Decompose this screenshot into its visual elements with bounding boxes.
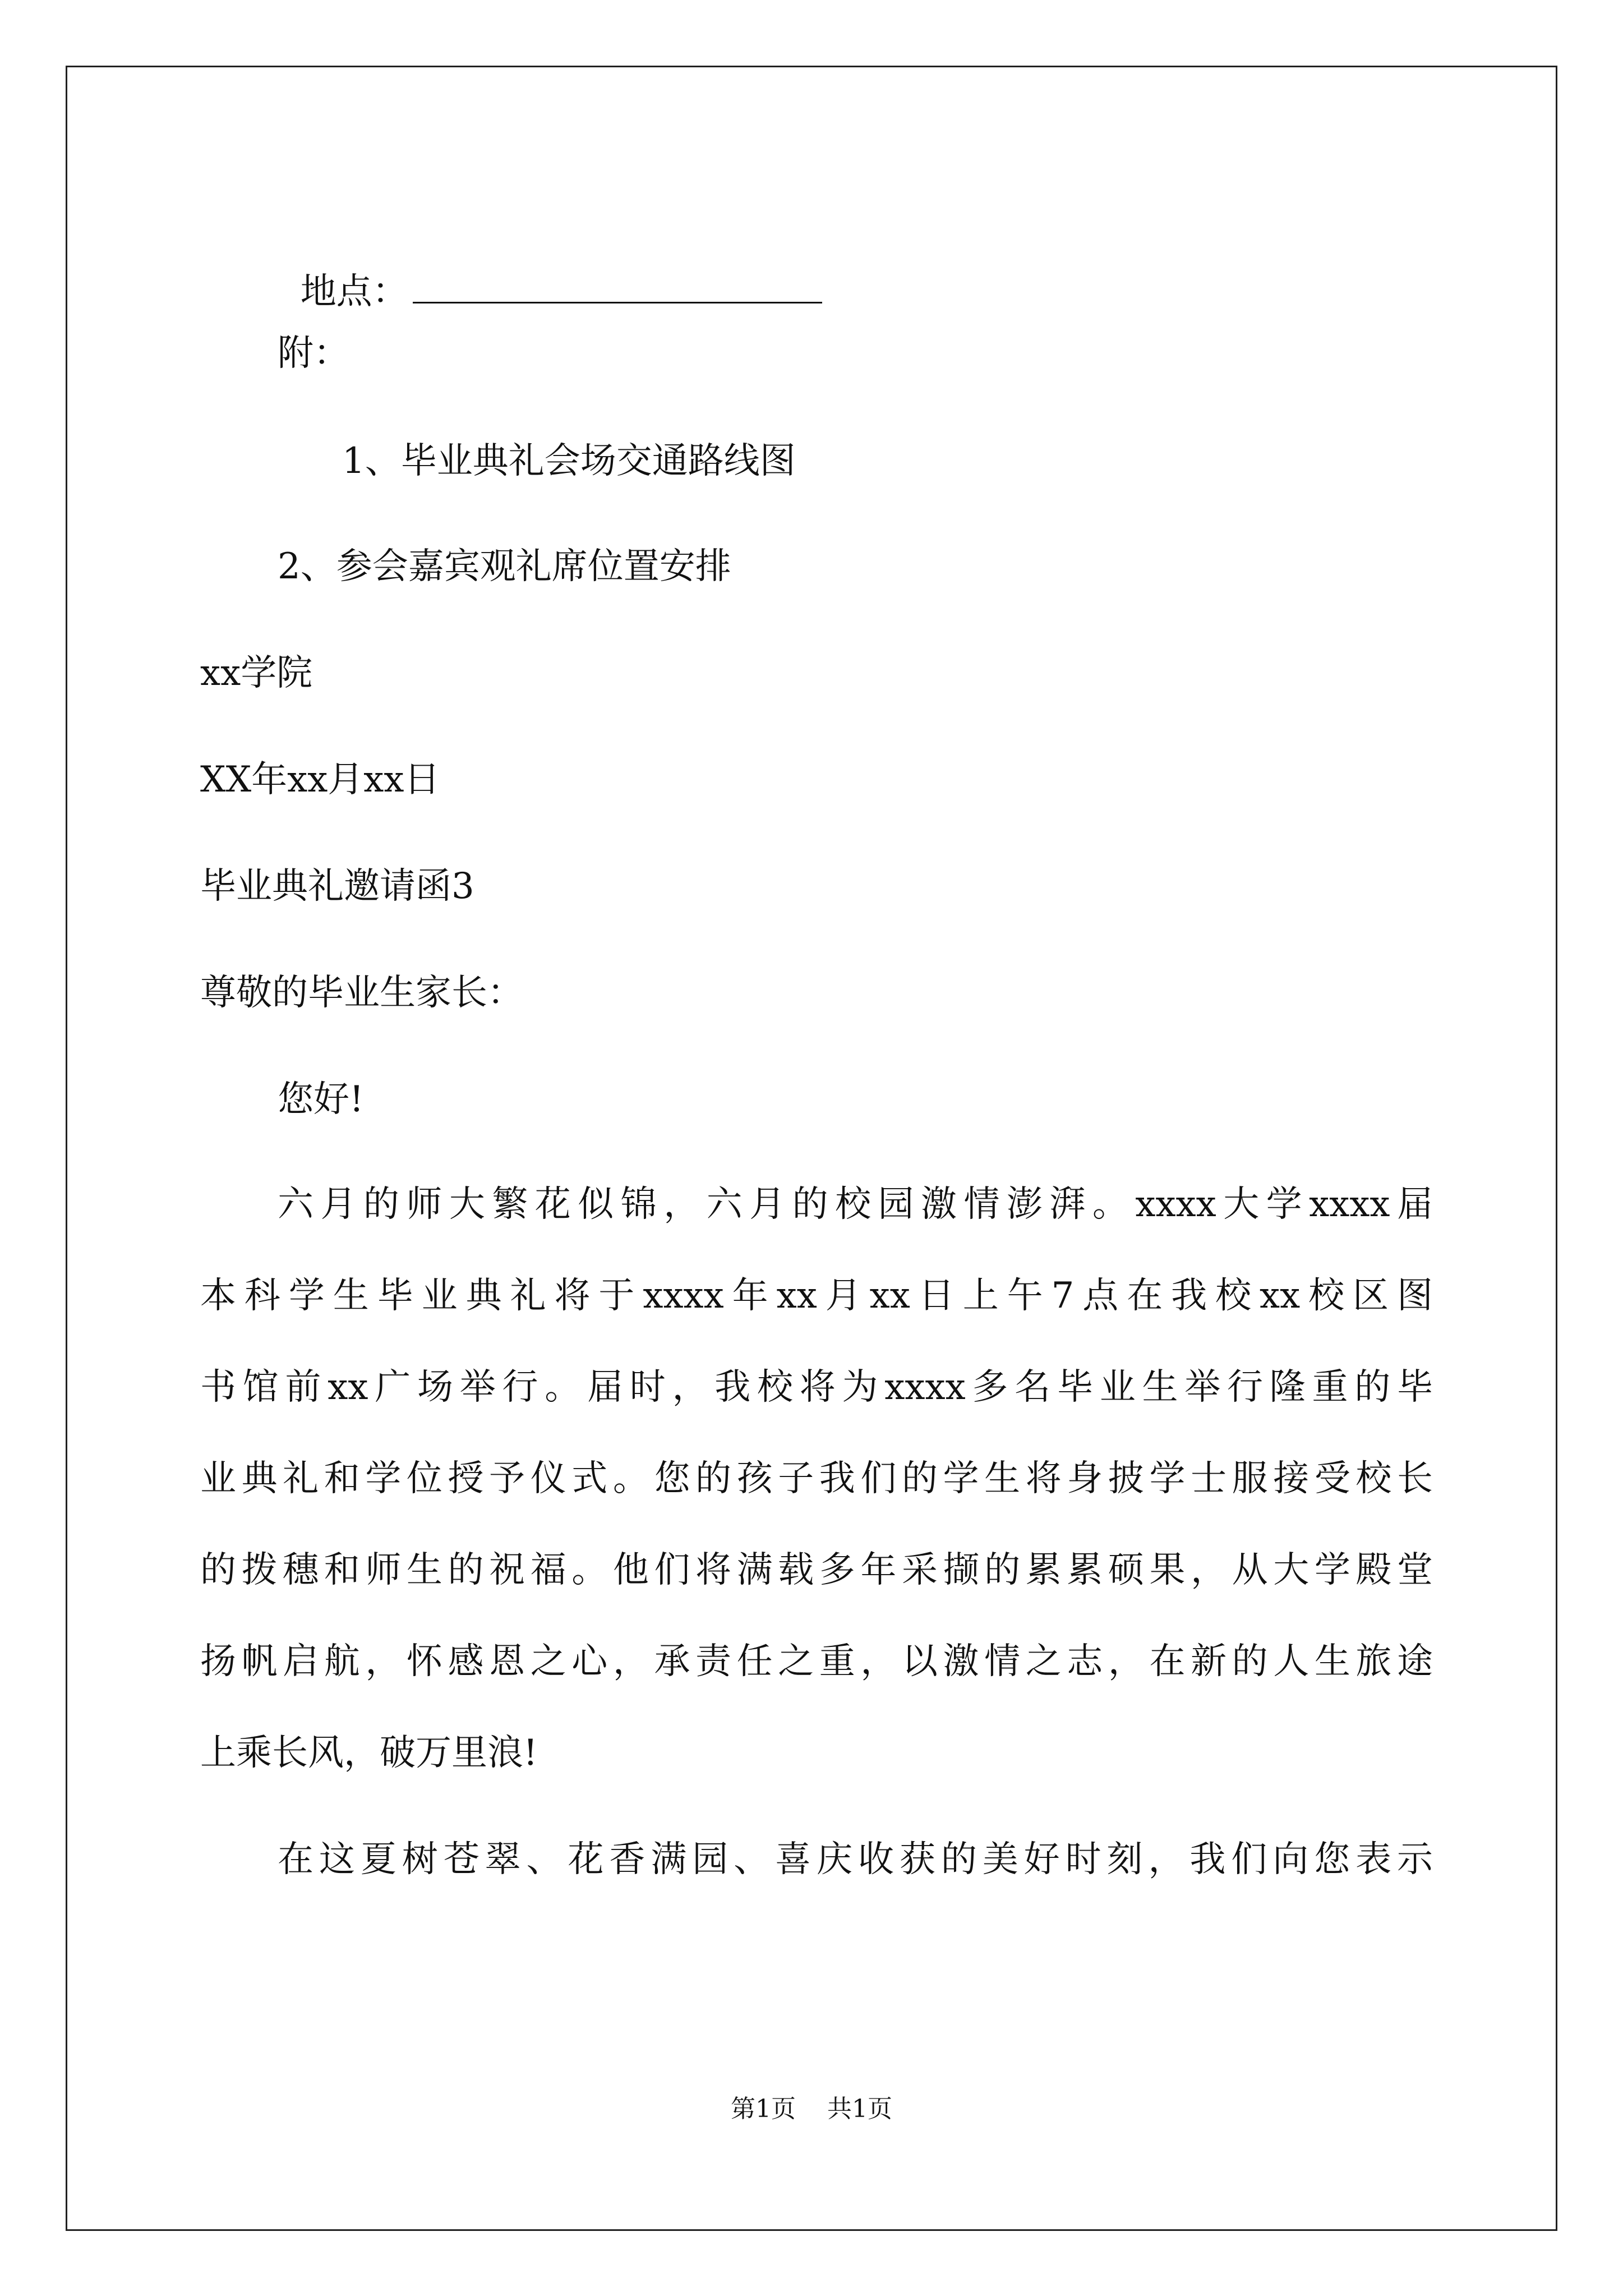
location-blank — [413, 269, 822, 303]
paragraph-1-line: 的拨穗和师生的祝福。他们将满载多年采撷的累累硕果，从大学殿堂 — [200, 1549, 1433, 1591]
paragraph-1-line: 六月的师大繁花似锦，六月的校园激情澎湃。xxxx大学xxxx届 — [278, 1184, 1433, 1225]
page-total: 共1页 — [827, 2095, 892, 2123]
page-number: 第1页 — [731, 2095, 796, 2123]
attachment-label: 附： — [278, 333, 349, 374]
letter-title: 毕业典礼邀请函3 — [200, 866, 474, 907]
salutation: 尊敬的毕业生家长： — [200, 972, 523, 1014]
paragraph-1-line: 书馆前xx广场举行。届时，我校将为xxxx多名毕业生举行隆重的毕 — [200, 1366, 1433, 1408]
location-line — [278, 224, 822, 314]
paragraph-1-line: 上乘长风，破万里浪! — [200, 1732, 538, 1774]
page-footer — [0, 2093, 1623, 2125]
date: XX年xx月xx日 — [200, 759, 440, 800]
paragraph-1 — [200, 1181, 1433, 1928]
attachment-item-1: 1、毕业典礼会场交通路线图 — [342, 440, 796, 482]
location-label: 地点： — [300, 271, 408, 312]
signer: xx学院 — [200, 652, 313, 694]
attachment-item-2: 2、参会嘉宾观礼席位置安排 — [278, 546, 731, 587]
paragraph-1-line: 本科学生毕业典礼将于xxxx年xx月xx日上午7点在我校xx校区图 — [200, 1275, 1433, 1317]
paragraph-2-line: 在这夏树苍翠、花香满园、喜庆收获的美好时刻，我们向您表示 — [278, 1839, 1433, 1880]
paragraph-1-line: 扬帆启航，怀感恩之心，承责任之重，以激情之志，在新的人生旅途 — [200, 1641, 1433, 1682]
paragraph-1-line: 业典礼和学位授予仪式。您的孩子我们的学生将身披学士服接受校长 — [200, 1458, 1433, 1499]
greeting: 您好! — [278, 1079, 364, 1120]
